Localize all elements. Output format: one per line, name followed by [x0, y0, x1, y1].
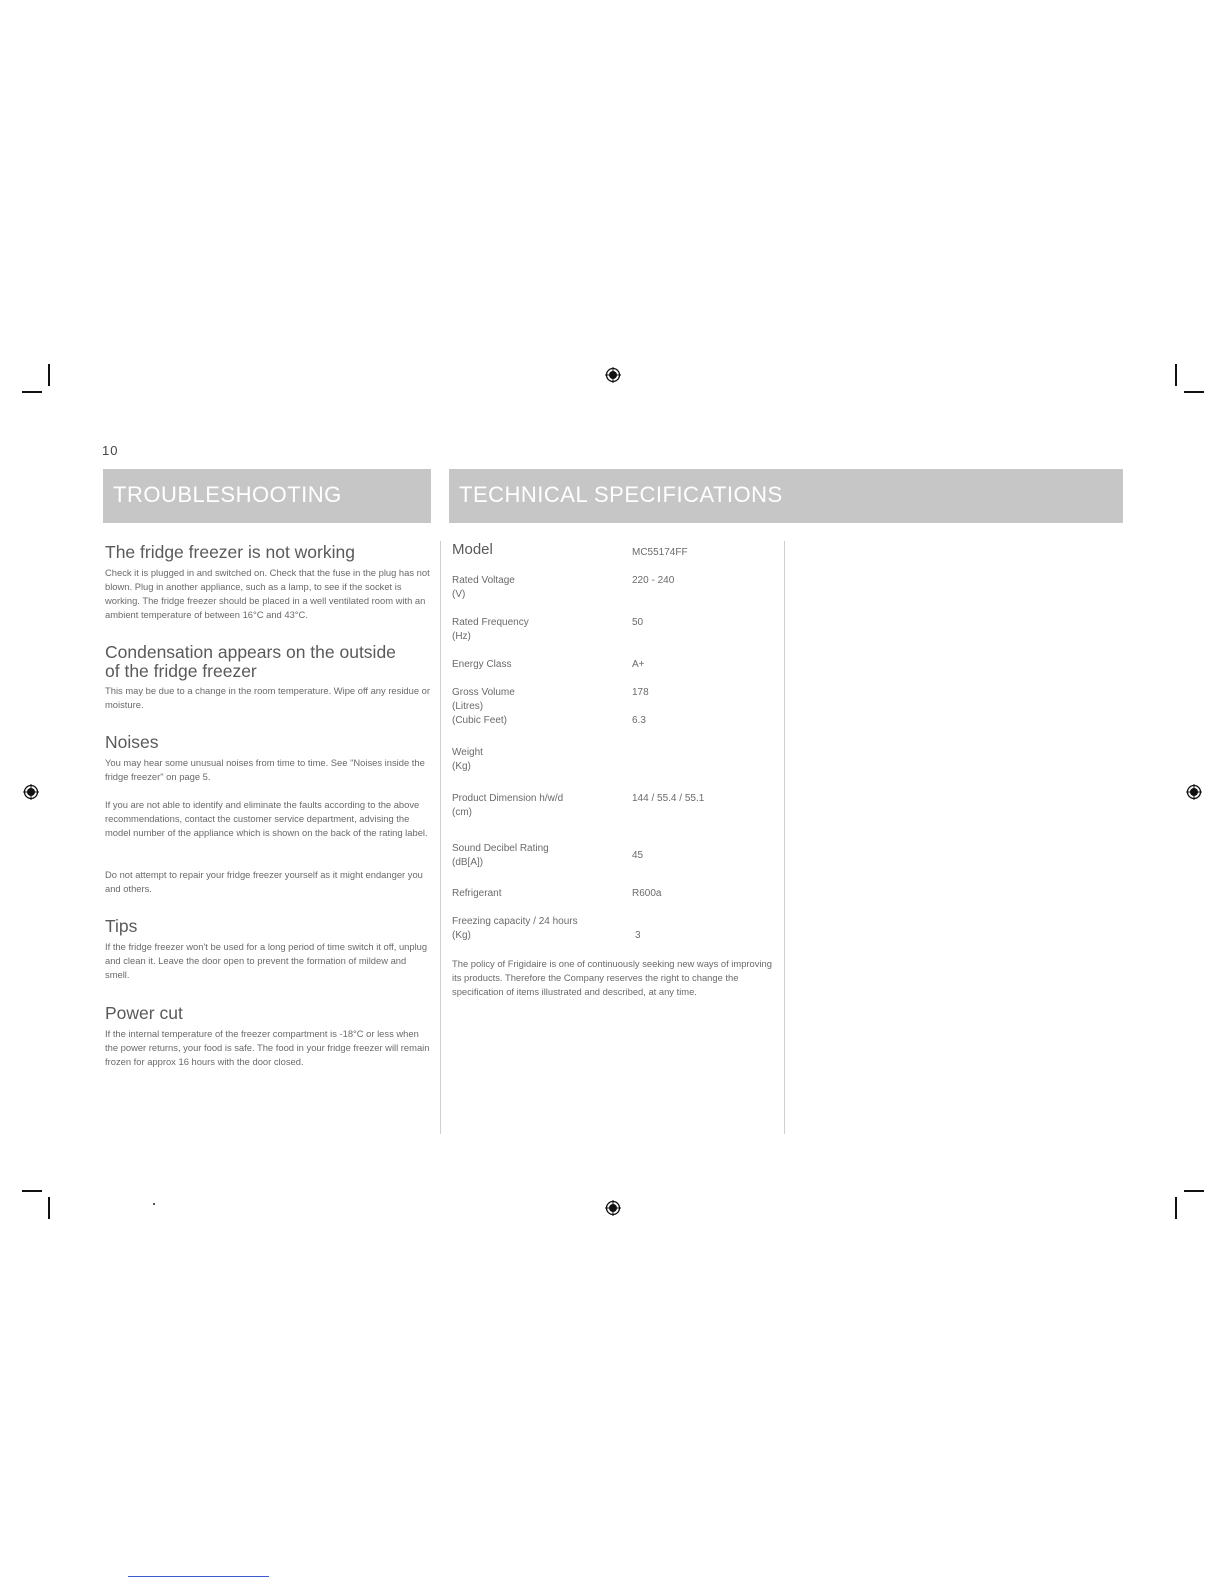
- page-number: 10: [102, 443, 119, 458]
- crop-mark: [48, 364, 50, 386]
- spec-value: 45: [632, 850, 644, 861]
- spec-unit: (Cubic Feet): [452, 715, 508, 726]
- spec-label: Energy Class: [452, 659, 512, 670]
- spec-unit: (V): [452, 589, 466, 600]
- section-body: You may hear some unusual noises from time to time. See "Noises inside the fridge freezer" on page 5.: [105, 757, 425, 782]
- spec-label: Rated Voltage: [452, 575, 515, 586]
- crop-mark: [1175, 1197, 1177, 1219]
- section-body: This may be due to a change in the room temperature. Wipe off any residue or moisture.: [105, 685, 431, 710]
- column-divider: [440, 541, 441, 1134]
- spec-label: Product Dimension h/w/d: [452, 793, 564, 804]
- spec-unit: (dB[A]): [452, 857, 484, 868]
- section-body: Check it is plugged in and switched on. Check that the fuse in the plug has not blown. Plug in another appliance, such as a lamp, to see if the socket is working. The fridge freezer should be placed in a well ventilated room with an ambient temperature of between 16°C and 43°C.: [105, 567, 430, 620]
- registration-mark-icon: [605, 367, 621, 383]
- spec-unit: (Litres): [452, 701, 484, 712]
- spec-unit: (Kg): [452, 930, 471, 941]
- section-heading: Tips: [105, 916, 138, 936]
- section-body: If the internal temperature of the freezer compartment is -18°C or less when the power returns, your food is safe. The food in your fridge freezer will remain frozen for approx 16 hours with the door closed.: [105, 1028, 430, 1067]
- troubleshooting-banner: TROUBLESHOOTING: [103, 469, 431, 523]
- specifications-banner: TECHNICAL SPECIFICATIONS: [449, 469, 1123, 523]
- spec-value: 178: [632, 687, 649, 698]
- section-heading: Noises: [105, 732, 159, 752]
- section-heading: Power cut: [105, 1003, 183, 1023]
- spec-unit: (Kg): [452, 761, 471, 772]
- spec-value: R600a: [632, 888, 662, 899]
- spec-unit: (cm): [452, 807, 472, 818]
- crop-mark: [1184, 1190, 1204, 1192]
- crop-mark: [48, 1197, 50, 1219]
- spec-label: Refrigerant: [452, 888, 502, 899]
- spec-unit: (Hz): [452, 631, 471, 642]
- section-body: If the fridge freezer won't be used for a long period of time switch it off, unplug and clean it. Leave the door open to prevent the formation of mildew and smell.: [105, 941, 428, 980]
- section-body: Do not attempt to repair your fridge freezer yourself as it might endanger you and others.: [105, 869, 423, 894]
- section-heading: Condensation appears on the outside of the fridge freezer: [105, 642, 396, 681]
- spec-label: Rated Frequency: [452, 617, 529, 628]
- crop-mark: [22, 1190, 42, 1192]
- spec-value: 6.3: [632, 715, 646, 726]
- column-divider: [784, 541, 785, 1134]
- spec-label-model: Model: [452, 541, 493, 558]
- registration-mark-icon: [1186, 784, 1202, 800]
- registration-mark-icon: [23, 784, 39, 800]
- section-heading: The fridge freezer is not working: [105, 542, 355, 562]
- policy-note: The policy of Frigidaire is one of continuously seeking new ways of improving its products. Therefore the Company reserves the right to change the specification of items illustrated and described, at any time.: [452, 958, 772, 997]
- stray-dot: [153, 1203, 155, 1205]
- spec-label: Freezing capacity / 24 hours: [452, 916, 578, 927]
- spec-label: Gross Volume: [452, 687, 515, 698]
- section-body: If you are not able to identify and eliminate the faults according to the above recommendations, contact the customer service department, advising the model number of the appliance which is shown on the back of the rating label.: [105, 799, 428, 838]
- spec-value: 50: [632, 617, 644, 628]
- spec-label: Weight: [452, 747, 483, 758]
- spec-label: Sound Decibel Rating: [452, 843, 549, 854]
- registration-mark-icon: [605, 1200, 621, 1216]
- crop-mark: [22, 391, 42, 393]
- spec-value: 144 / 55.4 / 55.1: [632, 793, 705, 804]
- spec-value-model: MC55174FF: [632, 547, 688, 558]
- crop-mark: [1184, 391, 1204, 393]
- bottom-rule: [128, 1576, 269, 1577]
- spec-value: 3: [635, 930, 641, 941]
- spec-value: A+: [632, 659, 645, 670]
- spec-value: 220 - 240: [632, 575, 675, 586]
- crop-mark: [1175, 364, 1177, 386]
